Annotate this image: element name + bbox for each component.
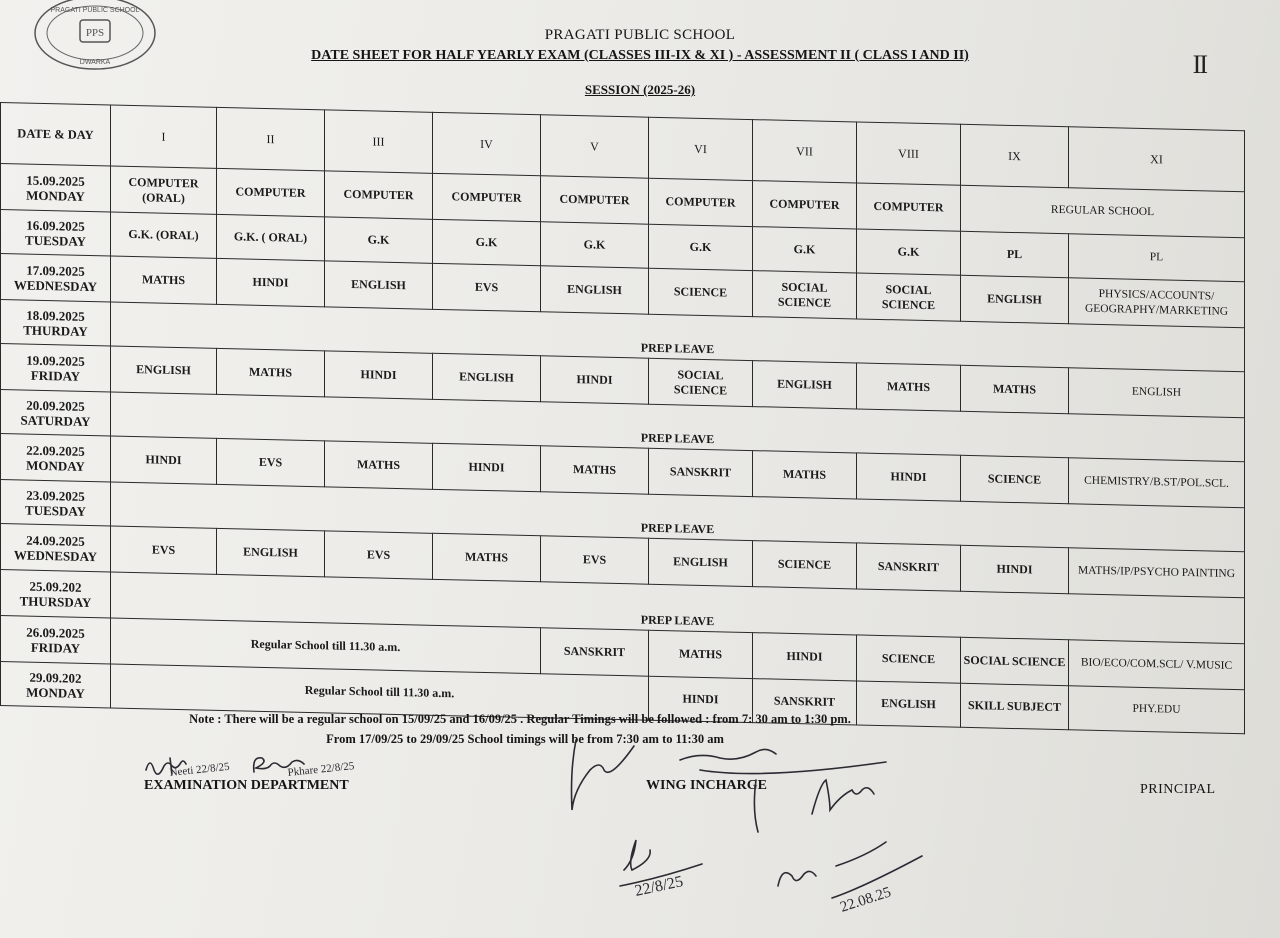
handwritten-date-1: Neeti 22/8/25 [169, 760, 231, 779]
exam-schedule-table-wrap [0, 102, 1244, 734]
regular-school-cell: Regular School till 11.30 a.m. [111, 664, 649, 720]
subject-cell: SOCIAL SCIENCE [857, 273, 961, 321]
date-text: 23.09.2025 [26, 487, 85, 504]
exam-schedule-table [0, 102, 1245, 734]
day-text: FRIDAY [30, 367, 81, 384]
signature-pkhare [254, 758, 304, 772]
date-day-cell [1, 570, 111, 618]
subject-cell: COMPUTER [857, 183, 961, 231]
subject-cell: ENGLISH [649, 538, 753, 586]
signature-principal-area [812, 780, 874, 814]
subject-cell: PL [1069, 234, 1245, 282]
subject-cell: MATHS [111, 256, 217, 304]
prep-leave-cell: PREP LEAVE [111, 482, 1245, 552]
subject-cell: HINDI [433, 443, 541, 491]
subject-cell: ENGLISH [857, 681, 961, 727]
day-text: WEDNESDAY [13, 546, 98, 564]
subject-cell: BIO/ECO/COM.SCL/ V.MUSIC [1069, 640, 1245, 690]
subject-cell: HINDI [217, 258, 325, 306]
examination-department-label: EXAMINATION DEPARTMENT [144, 778, 349, 793]
day-text: MONDAY [26, 187, 85, 204]
subject-cell: SCIENCE [961, 455, 1069, 503]
prep-leave-cell: PREP LEAVE [111, 572, 1245, 644]
subject-cell: SKILL SUBJECT [961, 683, 1069, 729]
subject-cell: ENGLISH [541, 266, 649, 314]
col-header-class-vii: VII [753, 120, 857, 183]
note-line-2: From 17/09/25 to 29/09/25 School timings will be from 7:30 am to 11:30 am [326, 732, 724, 746]
date-day-cell [1, 344, 111, 392]
signature-bottom-2 [778, 842, 922, 898]
subject-cell: EVS [325, 531, 433, 579]
subject-cell: G.K. ( ORAL) [217, 214, 325, 260]
day-text: MONDAY [26, 684, 85, 701]
subject-cell: G.K [857, 229, 961, 275]
subject-cell: HINDI [649, 676, 753, 722]
date-text: 20.09.2025 [26, 397, 85, 414]
subject-cell: SOCIAL SCIENCE [753, 271, 857, 319]
date-text: 19.09.2025 [26, 352, 85, 369]
date-text: 24.09.2025 [26, 532, 85, 549]
day-text: THURSDAY [19, 592, 92, 610]
subject-cell: SOCIAL SCIENCE [649, 358, 753, 406]
col-header-class-i: I [111, 105, 217, 168]
session-label: SESSION (2025-26) [584, 82, 696, 97]
subject-cell: MATHS [325, 441, 433, 489]
note-line-1: Note : There will be a regular school on 15/09/25 and 16/09/25 . Regular Timings will be followed : from 7: 30 am to 1:30 pm. [189, 712, 851, 726]
subject-cell: CHEMISTRY/B.ST/POL.SCL. [1069, 458, 1245, 508]
subject-cell: SCIENCE [857, 635, 961, 683]
subject-cell: G.K [753, 227, 857, 273]
col-header-class-iv: IV [433, 112, 541, 175]
col-header-class-ii: II [217, 107, 325, 170]
subject-cell: PL [961, 231, 1069, 277]
day-text: THURDAY [23, 322, 88, 339]
col-header-class-vi: VI [649, 117, 753, 180]
date-day-cell [1, 480, 111, 526]
subject-cell: SCIENCE [753, 541, 857, 589]
subject-cell: ENGLISH [325, 261, 433, 309]
subject-cell: SCIENCE [649, 268, 753, 316]
col-header-class-v: V [541, 115, 649, 178]
subject-cell: MATHS [753, 451, 857, 499]
day-text: MONDAY [26, 457, 85, 474]
subject-cell: PHYSICS/ACCOUNTS/ GEOGRAPHY/MARKETING [1069, 278, 1245, 328]
date-text: 18.09.2025 [26, 307, 85, 324]
date-day-cell [1, 434, 111, 482]
date-text: 29.09.202 [29, 669, 82, 686]
school-name: PRAGATI PUBLIC SCHOOL [544, 27, 736, 43]
subject-cell: G.K [649, 224, 753, 270]
date-text: 15.09.2025 [26, 172, 85, 189]
subject-cell: COMPUTER [433, 173, 541, 221]
day-text: SATURDAY [20, 411, 91, 429]
date-sheet-title: DATE SHEET FOR HALF YEARLY EXAM (CLASSES III-IX & XI ) - ASSESSMENT II ( CLASS I AND II) [311, 48, 969, 63]
date-text: 17.09.2025 [26, 262, 85, 279]
subject-cell: HINDI [541, 356, 649, 404]
col-header-date: DATE & DAY [1, 103, 111, 166]
subject-cell: ENGLISH [111, 346, 217, 394]
day-text: TUESDAY [25, 502, 86, 519]
prep-leave-cell: PREP LEAVE [111, 392, 1245, 462]
regular-school-cell: REGULAR SCHOOL [961, 185, 1245, 237]
principal-label: PRINCIPAL [1140, 782, 1216, 797]
subject-cell: MATHS [649, 630, 753, 678]
subject-cell: COMPUTER (ORAL) [111, 166, 217, 214]
corner-roman-mark: II [1192, 50, 1206, 79]
subject-cell: ENGLISH [753, 361, 857, 409]
subject-cell: HINDI [961, 545, 1069, 593]
wing-incharge-label: WING INCHARGE [646, 778, 767, 793]
subject-cell: G.K [325, 217, 433, 263]
handwritten-date-4: 22.08.25 [838, 884, 894, 916]
subject-cell: MATHS [857, 363, 961, 411]
logo-bottom-text: DWARKA [79, 59, 111, 66]
col-header-class-iii: III [325, 110, 433, 173]
logo-top-text: PRAGATI PUBLIC SCHOOL [50, 7, 140, 14]
date-day-cell [1, 524, 111, 572]
day-text: TUESDAY [25, 232, 86, 249]
day-text: FRIDAY [30, 639, 81, 656]
handwritten-date-3: 22/8/25 [633, 873, 685, 900]
subject-cell: SANSKRIT [857, 543, 961, 591]
signature-neeti [146, 758, 186, 774]
subject-cell: MATHS [541, 446, 649, 494]
subject-cell: ENGLISH [1069, 368, 1245, 418]
table-body [1, 164, 1245, 734]
subject-cell: G.K [541, 222, 649, 268]
subject-cell: G.K. (ORAL) [111, 212, 217, 258]
subject-cell: HINDI [111, 436, 217, 484]
subject-cell: COMPUTER [541, 176, 649, 224]
date-day-cell [1, 662, 111, 708]
date-day-cell [1, 164, 111, 212]
subject-cell: HINDI [857, 453, 961, 501]
subject-cell: MATHS/IP/PSYCHO PAINTING [1069, 548, 1245, 598]
subject-cell: SANSKRIT [541, 628, 649, 676]
date-text: 25.09.202 [29, 578, 82, 595]
col-header-class-xi: XI [1069, 127, 1245, 192]
date-text: 16.09.2025 [26, 217, 85, 234]
subject-cell: COMPUTER [217, 168, 325, 216]
subject-cell: SOCIAL SCIENCE [961, 637, 1069, 685]
subject-cell: ENGLISH [433, 353, 541, 401]
regular-school-cell: Regular School till 11.30 a.m. [111, 618, 541, 674]
subject-cell: COMPUTER [325, 171, 433, 219]
subject-cell: HINDI [325, 351, 433, 399]
date-day-cell [1, 390, 111, 436]
subject-cell: EVS [433, 263, 541, 311]
subject-cell: MATHS [433, 533, 541, 581]
subject-cell: PHY.EDU [1069, 686, 1245, 734]
subject-cell: ENGLISH [217, 528, 325, 576]
handwritten-date-2: Pkhare 22/8/25 [287, 760, 355, 779]
subject-cell: HINDI [753, 633, 857, 681]
date-day-cell [1, 254, 111, 302]
date-day-cell [1, 210, 111, 256]
day-text: WEDNESDAY [13, 276, 98, 294]
subject-cell: EVS [217, 438, 325, 486]
date-day-cell [1, 300, 111, 346]
col-header-class-viii: VIII [857, 122, 961, 185]
prep-leave-cell: PREP LEAVE [111, 302, 1245, 372]
subject-cell: SANSKRIT [753, 679, 857, 725]
subject-cell: ENGLISH [961, 275, 1069, 323]
subject-cell: SANSKRIT [649, 448, 753, 496]
subject-cell: G.K [433, 219, 541, 265]
subject-cell: EVS [111, 526, 217, 574]
date-day-cell [1, 616, 111, 664]
col-header-class-ix: IX [961, 124, 1069, 187]
signature-bottom-1 [620, 840, 702, 886]
subject-cell: COMPUTER [753, 181, 857, 229]
subject-cell: MATHS [217, 348, 325, 396]
logo-center-text: PPS [85, 27, 105, 39]
signature-wing-1 [572, 740, 635, 810]
date-text: 26.09.2025 [26, 624, 85, 641]
subject-cell: MATHS [961, 365, 1069, 413]
subject-cell: COMPUTER [649, 178, 753, 226]
subject-cell: EVS [541, 536, 649, 584]
date-text: 22.09.2025 [26, 442, 85, 459]
